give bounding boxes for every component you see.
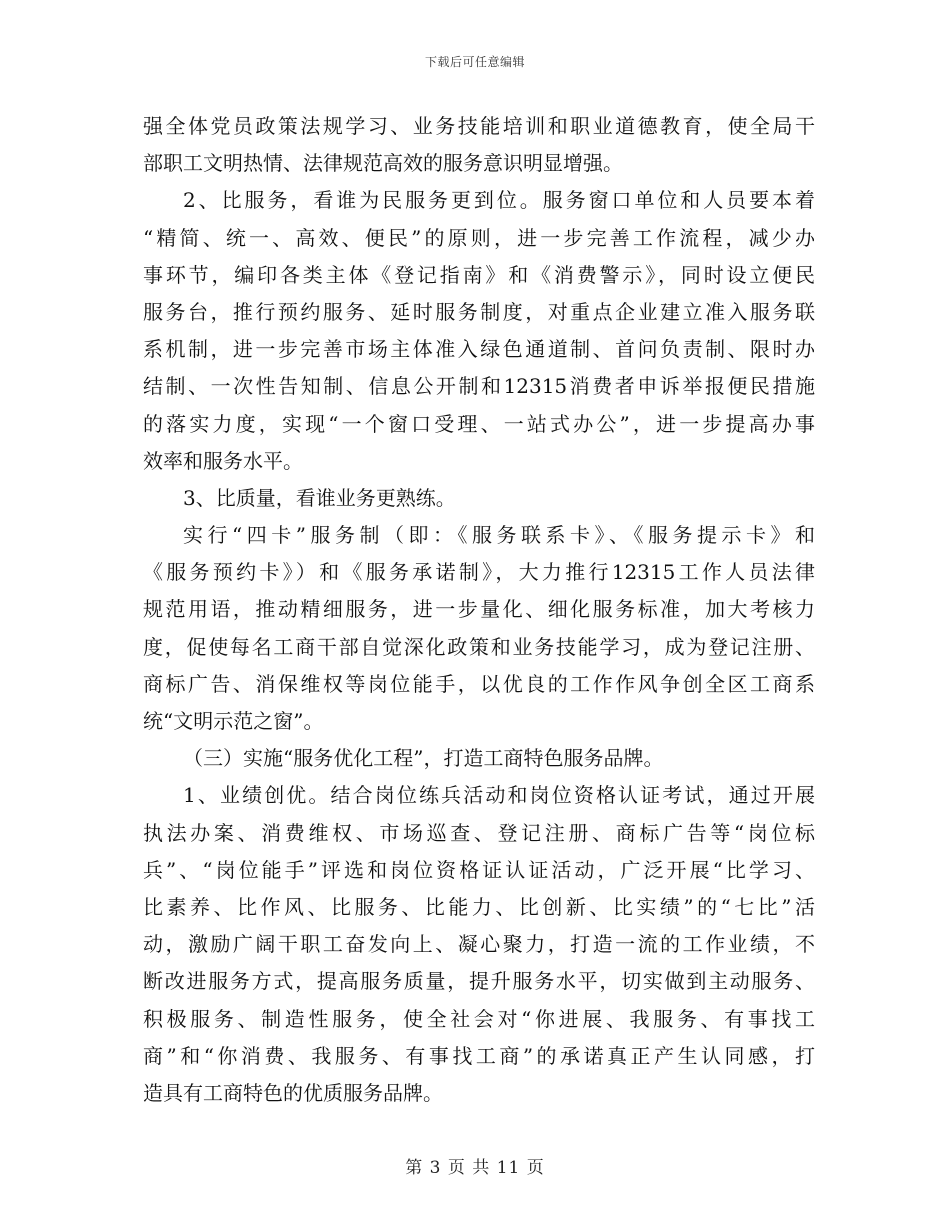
- text-line: 1、业绩创优。结合岗位练兵活动和岗位资格认证考试，通过开展: [183, 783, 815, 808]
- text-line: 度，促使每名工商干部自觉深化政策和业务技能学习，成为登记注册、: [143, 634, 815, 659]
- text-line: 《服务预约卡》）和《服务承诺制》，大力推行12315工作人员法律: [143, 560, 815, 585]
- text-line: 规范用语，推动精细服务，进一步量化、细化服务标准，加大考核力: [143, 597, 815, 622]
- text-line: 效率和服务水平。: [143, 448, 303, 473]
- text-line: 强全体党员政策法规学习、业务技能培训和职业道德教育，使全局干: [143, 114, 815, 138]
- text-line: 断改进服务方式，提高服务质量，提升服务水平，切实做到主动服务、: [143, 969, 815, 994]
- text-line: 造具有工商特色的优质服务品牌。: [143, 1080, 443, 1105]
- text-line: 积极服务、制造性服务，使全社会对“你进展、我服务、有事找工: [143, 1006, 815, 1031]
- text-line: “精简、统一、高效、便民”的原则，进一步完善工作流程，减少办: [143, 225, 815, 250]
- text-line: 3、比质量，看谁业务更熟练。: [183, 485, 456, 510]
- body-text: [143, 108, 815, 1112]
- text-line: 商”和“你消费、我服务、有事找工商”的承诺真正产生认同感，打: [143, 1043, 815, 1068]
- text-line: 系机制，进一步完善市场主体准入绿色通道制、首问负责制、限时办: [143, 337, 815, 362]
- text-line: 服务台，推行预约服务、延时服务制度，对重点企业建立准入服务联: [143, 299, 815, 324]
- text-line: 的落实力度，实现“一个窗口受理、一站式办公”，进一步提高办事: [143, 411, 815, 436]
- text-line: 执法办案、消费维权、市场巡查、登记注册、商标广告等“岗位标: [143, 820, 815, 845]
- text-line: （三）实施“服务优化工程”，打造工商特色服务品牌。: [183, 746, 664, 771]
- page-footer: 第 3 页 共 11 页: [405, 1158, 545, 1178]
- text-line: 结制、一次性告知制、信息公开制和12315消费者申诉举报便民措施: [143, 374, 815, 399]
- text-line: 比素养、比作风、比服务、比能力、比创新、比实绩”的“七比”活: [143, 894, 815, 919]
- text-line: 兵”、“岗位能手”评选和岗位资格证认证活动，广泛开展“比学习、: [143, 857, 815, 882]
- text-line: 实行“四卡”服务制（即：《服务联系卡》、《服务提示卡》和: [183, 523, 815, 548]
- text-line: 2、比服务，看谁为民服务更到位。服务窗口单位和人员要本着: [183, 188, 815, 213]
- text-line: 统“文明示范之窗”。: [143, 709, 324, 733]
- page-header: 下载后可任意编辑: [424, 55, 525, 69]
- text-line: 商标广告、消保维权等岗位能手，以优良的工作作风争创全区工商系: [143, 671, 815, 696]
- text-line: 事环节，编印各类主体《登记指南》和《消费警示》，同时设立便民: [143, 262, 815, 287]
- text-line: 部职工文明热情、法律规范高效的服务意识明显增强。: [143, 151, 623, 176]
- text-line: 动，激励广阔干职工奋发向上、凝心聚力，打造一流的工作业绩，不: [143, 932, 815, 957]
